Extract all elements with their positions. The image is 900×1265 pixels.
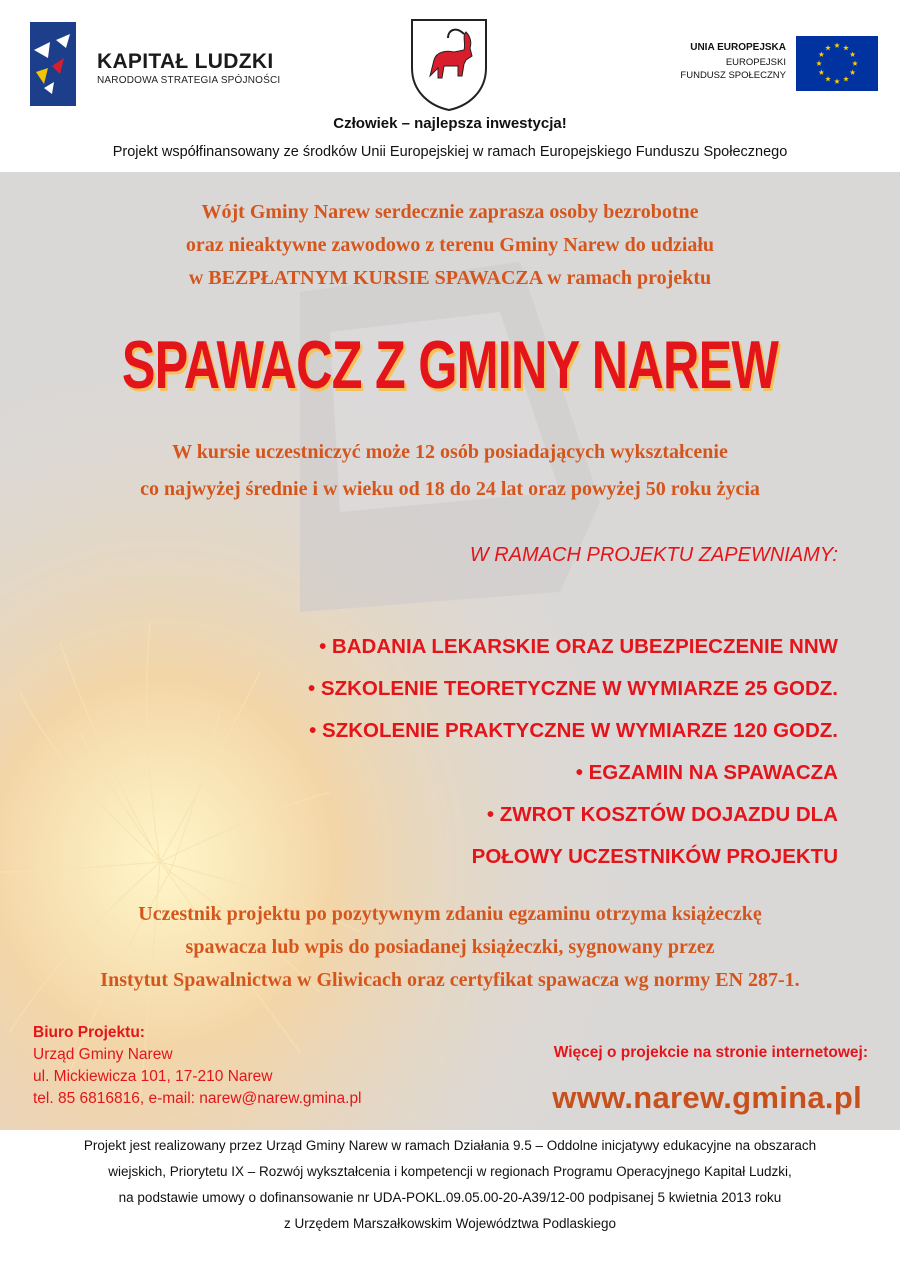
benefit-item: • SZKOLENIE TEORETYCZNE W WYMIARZE 25 GODZ. xyxy=(308,677,838,700)
poster-body xyxy=(0,172,900,1130)
benefit-item: • BADANIA LEKARSKIE ORAZ UBEZPIECZENIE NNW xyxy=(319,635,838,658)
cofinancing-note: Projekt współfinansowany ze środków Unii Europejskiej w ramach Europejskiego Funduszu Społecznego xyxy=(112,144,788,160)
kapital-ludzki-logo-icon xyxy=(30,22,76,106)
footer-line-3: na podstawie umowy o dofinansowanie nr UDA-POKL.09.05.00-20-A39/12-00 podpisanej 5 kwietnia 2013 roku xyxy=(118,1190,782,1205)
intro-text xyxy=(0,196,900,295)
benefit-item: POŁOWY UCZESTNIKÓW PROJEKTU xyxy=(471,845,838,868)
certificate-text xyxy=(0,898,900,997)
motto: Człowiek – najlepsza inwestycja! xyxy=(333,115,567,132)
certificate-line-3: Instytut Spawalnictwa w Gliwicach oraz certyfikat spawacza wg normy EN 287-1. xyxy=(100,969,800,991)
footer-line-2: wiejskich, Priorytetu IX – Rozwój wykształcenia i kompetencji w regionach Programu Operacyjnego Kapitał Ludzki, xyxy=(108,1164,792,1179)
eu-label-1: UNIA EUROPEJSKA xyxy=(690,42,786,53)
eligibility-text xyxy=(0,434,900,508)
benefit-item: • SZKOLENIE PRAKTYCZNE W WYMIARZE 120 GODZ. xyxy=(309,719,838,742)
eu-label-3: FUNDUSZ SPOŁECZNY xyxy=(680,70,786,81)
eu-label-2: EUROPEJSKI xyxy=(725,57,786,68)
footer-line-1: Projekt jest realizowany przez Urząd Gminy Narew w ramach Działania 9.5 – Oddolne inicjatywy edukacyjne na obszarach xyxy=(83,1138,817,1153)
footer xyxy=(0,1130,900,1265)
office-contact: tel. 85 6816816, e-mail: narew@narew.gmina.pl xyxy=(33,1090,362,1107)
benefits-list xyxy=(308,626,838,878)
eu-flag-icon xyxy=(796,36,878,91)
certificate-line-2: spawacza lub wpis do posiadanej książeczki, sygnowany przez xyxy=(185,936,715,958)
office-address: ul. Mickiewicza 101, 17-210 Narew xyxy=(33,1068,273,1085)
website-link[interactable]: www.narew.gmina.pl xyxy=(552,1080,862,1115)
intro-line-3: w BEZPŁATNYM KURSIE SPAWACZA w ramach projektu xyxy=(188,267,712,289)
website-label: Więcej o projekcie na stronie internetowej: xyxy=(553,1044,868,1061)
intro-line-2: oraz nieaktywne zawodowo z terenu Gminy Narew do udziału xyxy=(185,234,715,256)
intro-line-1: Wójt Gminy Narew serdecznie zaprasza osoby bezrobotne xyxy=(201,201,699,223)
kapital-ludzki-subtitle: NARODOWA STRATEGIA SPÓJNOŚCI xyxy=(97,75,281,86)
office-name: Urząd Gminy Narew xyxy=(33,1046,173,1063)
headline: SPAWACZ Z GMINY NAREW xyxy=(121,327,779,403)
kapital-ludzki-title: KAPITAŁ LUDZKI xyxy=(97,50,274,73)
eligibility-line-2: co najwyżej średnie i w wieku od 18 do 24 lat oraz powyżej 50 roku życia xyxy=(140,478,760,500)
benefits-heading: W RAMACH PROJEKTU ZAPEWNIAMY: xyxy=(469,544,838,566)
office-title: Biuro Projektu: xyxy=(33,1024,145,1041)
footer-line-4: z Urzędem Marszałkowskim Województwa Podlaskiego xyxy=(283,1216,617,1231)
certificate-line-1: Uczestnik projektu po pozytywnym zdaniu egzaminu otrzyma książeczkę xyxy=(138,903,762,925)
eligibility-line-1: W kursie uczestniczyć może 12 osób posiadających wykształcenie xyxy=(172,441,728,463)
header xyxy=(0,0,900,172)
benefit-item: • EGZAMIN NA SPAWACZA xyxy=(575,761,838,784)
benefit-item: • ZWROT KOSZTÓW DOJAZDU DLA xyxy=(486,803,838,826)
project-office xyxy=(33,1022,362,1110)
coat-of-arms-icon xyxy=(408,16,490,112)
